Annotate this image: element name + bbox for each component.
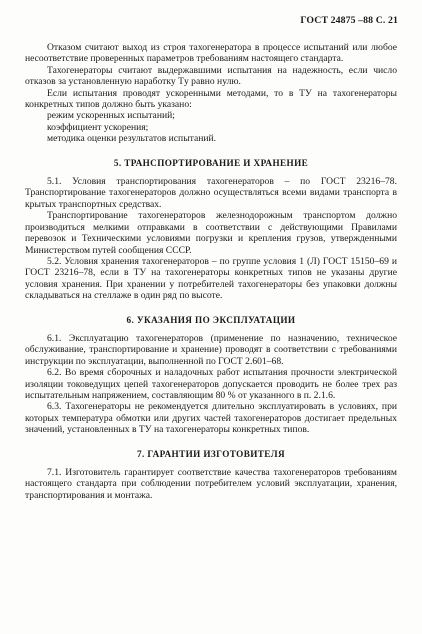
section-5-heading: 5. ТРАНСПОРТИРОВАНИЕ И ХРАНЕНИЕ [113,157,309,168]
paragraph-5-1: 5.1. Условия транспортирования тахогенераторов – по ГОСТ 23216–78. Транспортирование тахогенераторов должно осуществляться всеми видами транспорта в крытых транспортных средствах. [25,176,397,210]
paragraph-7-1: 7.1. Изготовитель гарантирует соответствие качества тахогенераторов требованиям настоящего стандарта при соблюдении потребителем условий эксплуатации, хранения, транспортирования и монтажа. [25,467,397,501]
paragraph-accelerated-tests: Если испытания проводят ускоренными методами, то в ТУ на тахогенераторы конкретных типов должно быть указано: [25,87,397,111]
paragraph-6-3: 6.3. Тахогенераторы не рекомендуется длительно эксплуатировать в условиях, при которых температура обмотки или других частей тахогенераторов достигает предельных значений, установленных в ТУ на тахогенераторы конкретных типов. [25,401,397,436]
paragraph-failure-definition: Отказом считают выход из строя тахогенератора в процессе испытаний или любое несоответствие проверенных параметров требованиям настоящего стандарта. [25,42,397,65]
page-content [25,42,397,501]
paragraph-6-1: 6.1. Эксплуатацию тахогенераторов (применение по назначению, техническое обслуживание, транспортирование и хранение) проводят в соответствии с требованиями инструкции по эксплуатации, выполненной по ГОСТ 2.601–68. [25,332,397,367]
section-7-heading: 7. ГАРАНТИИ ИЗГОТОВИТЕЛЯ [136,448,285,459]
list-item: коэффициент ускорения; [47,121,149,133]
page-header: ГОСТ 24875 –88 С. 21 [300,15,398,26]
paragraph-reliability-criterion: Тахогенераторы считают выдержавшими испытания на надежность, если число отказов за установленную наработку Tу равно нулю. [25,64,397,88]
paragraph-5-2: 5.2. Условия хранения тахогенераторов – по группе условия 1 (Л) ГОСТ 15150–69 и ГОСТ 23216–78, если в ТУ на тахогенераторы конкретных типов не указаны другие условия хранения. При хранении у потребителей тахогенераторы без упаковки должны складываться на стеллаже в один ряд по высоте. [25,255,397,302]
paragraph-5-1-rail: Транспортирование тахогенераторов железнодорожным транспортом должно производиться мелкими отправками в соответствии с действующими Правилами перевозок и Техническими условиями погрузки и крепления грузов, утвержденными Министерством путей сообщения СССР. [25,210,397,256]
section-6-heading: 6. УКАЗАНИЯ ПО ЭКСПЛУАТАЦИИ [126,314,296,325]
paragraph-6-2: 6.2. Во время сборочных и наладочных работ испытания прочности электрической изоляции токоведущих цепей тахогенераторов допускается проводить не более трех раз испытательным напряжением, составляющим 80 % от указанного в п. 2.1.6. [25,367,397,401]
list-item: режим ускоренных испытаний; [47,110,175,122]
list-item: методика оценки результатов испытаний. [47,133,217,145]
